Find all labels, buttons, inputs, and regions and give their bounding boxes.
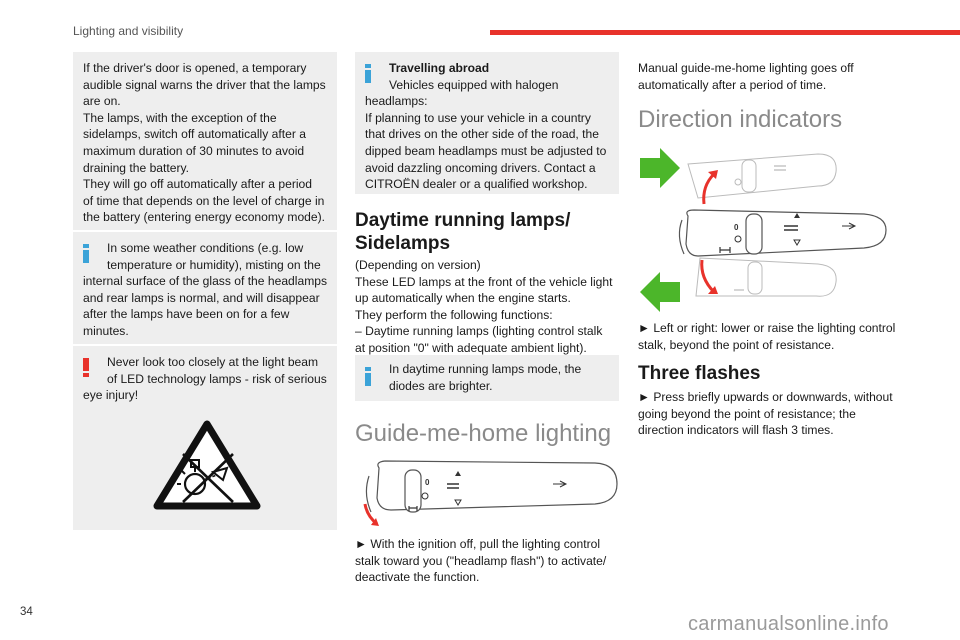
text-line: stalk toward you ("headlamp flash") to activate/ [355,553,607,568]
text-line: temperature or humidity), misting on the [107,257,321,272]
text-line: after the lamps have been on for a few [83,307,290,322]
text-line: maximum duration of 30 minutes to avoid [83,143,305,158]
watermark-text: carmanualsonline.info [688,613,889,635]
text-line: (Depending on version) [355,258,481,272]
text-line: internal surface of the glass of the headlamps [83,274,328,289]
text-line: of time that depends on the level of charge in [83,193,325,208]
text-line: up automatically when the engine starts. [355,291,571,306]
weather-info-box [73,232,337,344]
text-line: They will go off automatically after a period [83,177,313,192]
text-line: If planning to use your vehicle in a country [365,110,591,125]
text-line: ► Left or right: lower or raise the lighting control [638,321,896,335]
text-line: are on. [83,94,121,109]
header-accent-bar [490,30,960,35]
text-line: and rear lamps is normal, and will disappear [83,290,320,305]
direction-indicator-stalk-illustration [638,146,888,312]
drl-heading [355,209,619,255]
direction-indicators-heading: Direction indicators [638,106,843,133]
text-line: eye injury! [83,388,139,403]
eye-hazard-warning-sign-icon [153,420,261,512]
stalk-position-zero: 0 [425,478,430,487]
drl-heading-line: Daytime running lamps/ [355,210,571,231]
text-line: Vehicles equipped with halogen [389,77,559,92]
text-line: automatically after a period of time. [638,77,827,92]
box-title: Travelling abroad [389,61,490,75]
left-arrow-icon [640,272,680,312]
text-line: going beyond the point of resistance; the [638,406,856,421]
text-line: minutes. [83,323,129,338]
three-flashes-heading: Three flashes [638,363,761,384]
led-warning-box [73,346,337,530]
lighting-stalk-illustration [355,454,619,530]
drl-info-box [355,355,619,401]
text-line: sidelamps, switch off automatically after a [83,127,306,142]
text-line: diodes are brighter. [389,378,493,393]
stalk-position-zero: 0 [734,223,739,232]
page-number: 34 [20,606,33,618]
text-line: audible signal warns the driver that the lamps [83,77,326,92]
section-title: Lighting and visibility [73,24,184,38]
guide-me-home-text [355,536,619,586]
text-line: dipped beam headlamps must be adjusted to [365,143,607,158]
drl-heading-line: Sidelamps [355,233,451,254]
text-line: The lamps, with the exception of the [83,110,277,125]
right-arrow-icon [640,148,680,188]
door-info-box [73,52,337,230]
drl-text [355,257,619,357]
text-line: the battery (entering energy economy mode). [83,210,326,225]
text-line: Manual guide-me-home lighting goes off [638,61,854,75]
direction-indicators-text [638,320,908,353]
text-line: direction indicators will flash 3 times. [638,423,834,438]
text-line: of LED technology lamps - risk of serious [107,371,327,386]
text-line: CITROËN dealer or a qualified workshop. [365,177,588,192]
text-line: deactivate the function. [355,570,480,585]
text-line: They perform the following functions: [355,307,553,322]
guide-me-home-heading: Guide-me-home lighting [355,420,612,447]
text-line: In some weather conditions (e.g. low [107,241,304,255]
text-line: that drives on the other side of the road, the [365,127,599,142]
text-line: Never look too closely at the light beam [107,355,319,369]
text-line: These LED lamps at the front of the vehicle light [355,274,613,289]
text-line: ► With the ignition off, pull the lighting control [355,537,601,551]
text-line: – Daytime running lamps (lighting control stalk [355,324,603,339]
text-line: draining the battery. [83,160,189,175]
guide-me-home-continued [638,60,908,93]
text-line: stalk, beyond the point of resistance. [638,337,835,352]
text-line: If the driver's door is opened, a temporary [83,61,307,75]
text-line: In daytime running lamps mode, the [389,362,582,376]
text-line: avoid dazzling oncoming drivers. Contact a [365,160,596,175]
text-line: at position "0" with adequate ambient light). [355,340,587,355]
three-flashes-text [638,389,908,439]
text-line: headlamps: [365,94,428,109]
text-line: ► Press briefly upwards or downwards, without [638,390,893,404]
travelling-abroad-box [355,52,619,194]
